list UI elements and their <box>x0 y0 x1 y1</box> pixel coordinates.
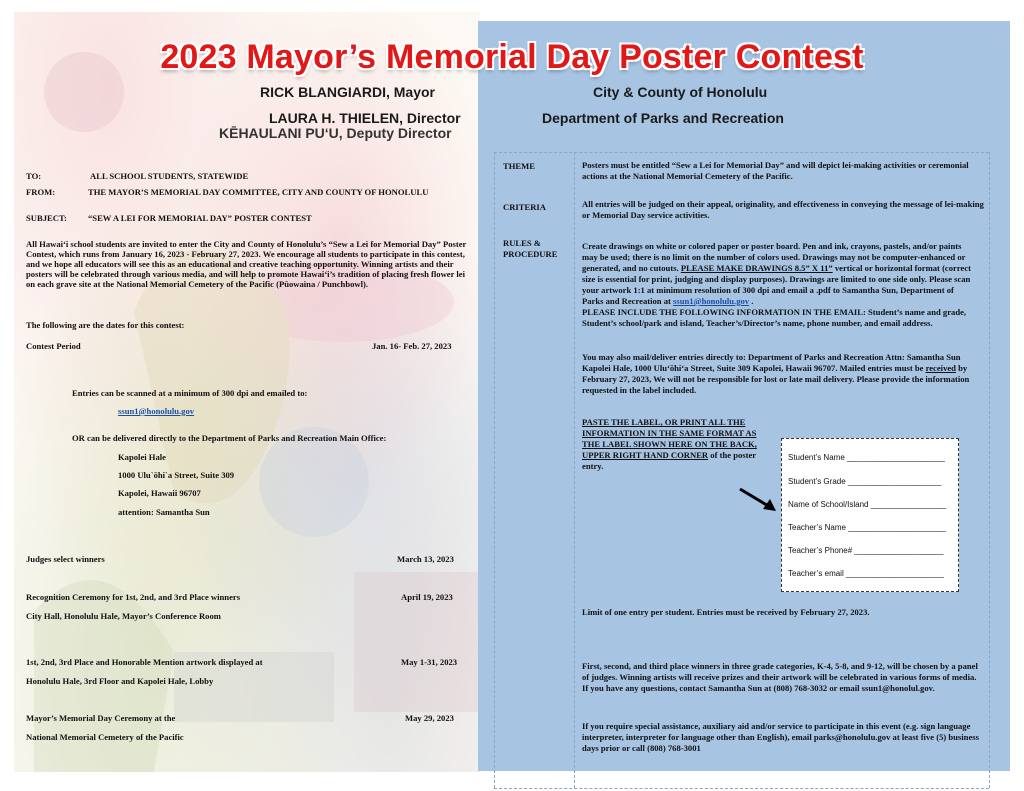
display-label: 1st, 2nd, 3rd Place and Honorable Mention artwork displayed at <box>26 657 263 667</box>
limit-text: Limit of one entry per student. Entries must be received by February 27, 2023. <box>582 607 870 617</box>
address-line: Kapolei, Hawaii 96707 <box>118 488 201 498</box>
arrow-icon <box>737 486 779 514</box>
from-value: THE MAYOR’S MEMORIAL DAY COMMITTEE, CITY AND COUNTY OF HONOLULU <box>88 187 429 197</box>
city-name: City & County of Honolulu <box>593 84 768 100</box>
mail-paragraph <box>582 352 980 396</box>
address-line: attention: Samantha Sun <box>118 507 210 517</box>
rules-paragraph <box>582 241 974 329</box>
rules-label-line: RULES & <box>503 238 541 248</box>
rules-panel <box>478 21 1010 771</box>
display-date: May 1-31, 2023 <box>401 657 458 667</box>
mail-text: You may also mail/deliver entries directly to: Department of Parks and Recreation Attn: Samantha Sun Kapolei Hale, 1000 Ulu‘ōhi‘a Street, Suite 309 Kapolei, Hawaii 96707. Mailed entries must be <box>582 352 961 373</box>
to-label: TO: <box>26 171 42 181</box>
department-name: Department of Parks and Recreation <box>542 110 784 126</box>
form-field-student-name: Student’s Name ______________________ <box>788 453 945 462</box>
address-line: Kapolei Hale <box>118 452 166 462</box>
paste-instruction-tail: of the poster entry. <box>582 450 756 471</box>
form-field-school: Name of School/Island _________________ <box>788 500 947 509</box>
mail-text: by February 27, 2023, We will not be responsible for lost or late mail delivery. Please provide the information requested in the label included. <box>582 363 970 395</box>
rules-size-requirement: PLEASE MAKE DRAWINGS 8.5” X 11” <box>680 263 833 273</box>
entry-label-form <box>781 438 959 592</box>
rules-label-line: PROCEDURE <box>503 249 558 259</box>
ceremony-date: April 19, 2023 <box>401 592 453 602</box>
memorial-date: May 29, 2023 <box>405 713 454 723</box>
theme-label: THEME <box>503 161 535 171</box>
theme-text: Posters must be entitled “Sew a Lei for Memorial Day” and will depict lei-making activities or ceremonial actions at the National Memorial Cemetery of the Pacific. <box>582 160 969 181</box>
paste-instruction-underlined: PASTE THE LABEL, OR PRINT ALL THE INFORMATION IN THE SAME FORMAT AS THE LABEL SHOWN HERE ON THE BACK, UPPER RIGHT HAND CORNER <box>582 417 757 460</box>
to-value: ALL SCHOOL STUDENTS, STATEWIDE <box>90 171 249 181</box>
intro-paragraph: All Hawai‘i school students are invited to enter the City and County of Honolulu’s “Sew a Lei for Memorial Day” Poster Contest, which runs from January 16, 2023 - February 27, 2023. We encourage all students to participate in this contest, and we hope all educators will see this as an educational and creative teaching opportunity. Winning artists and their posters will be celebrated through various media, and will help to promote Hawai‘i’s tradition of placing fresh flower lei on each grave site at the National Memorial Cemetery of the Pacific (Pūowaina / Punchbowl). <box>26 239 467 289</box>
from-label: FROM: <box>26 187 56 197</box>
contest-period-label: Contest Period <box>26 341 81 351</box>
judges-date: March 13, 2023 <box>397 554 454 564</box>
assistance-text: If you require special assistance, auxiliary aid and/or service to participate in this event (e.g. sign language interpreter, interpreter for language other than English), email parks@honolulu.gov at least five (5) business days prior or call (808) 768-3001 <box>582 721 979 753</box>
dates-intro: The following are the dates for this contest: <box>26 320 185 330</box>
subject-value: “SEW A LEI FOR MEMORIAL DAY” POSTER CONTEST <box>88 213 312 223</box>
form-field-teacher-email: Teacher’s email ______________________ <box>788 569 944 578</box>
subject-label: SUBJECT: <box>26 213 67 223</box>
form-field-teacher-name: Teacher’s Name ______________________ <box>788 523 947 532</box>
rules-text: Create drawings on white or colored paper or poster board. Pen and ink, crayons, pastels, and/or paints may be used; there is no limit on the number of colors used. Drawings may not be computer-enhanced or generated, and no cutouts. <box>582 241 966 273</box>
table-divider <box>494 152 989 153</box>
display-place: Honolulu Hale, 3rd Floor and Kapolei Hale, Lobby <box>26 676 214 686</box>
rules-text: . <box>749 296 754 306</box>
form-field-teacher-phone: Teacher’s Phone# ____________________ <box>788 546 944 555</box>
ceremony-place: City Hall, Honolulu Hale, Mayor’s Conference Room <box>26 611 221 621</box>
contest-email-link[interactable]: ssun1@honolulu.gov <box>118 406 195 416</box>
table-divider <box>494 788 989 789</box>
memorial-place: National Memorial Cemetery of the Pacific <box>26 732 184 742</box>
mail-received: received <box>925 363 956 373</box>
memorial-label: Mayor’s Memorial Day Ceremony at the <box>26 713 176 723</box>
paste-instruction <box>582 417 762 472</box>
mayor-name: RICK BLANGIARDI, Mayor <box>260 84 436 100</box>
criteria-text: All entries will be judged on their appeal, originality, and effectiveness in conveying the message of lei-making or Memorial Day service activities. <box>582 199 984 220</box>
ceremony-label: Recognition Ceremony for 1st, 2nd, and 3rd Place winners <box>26 592 241 602</box>
form-field-student-grade: Student’s Grade _____________________ <box>788 477 942 486</box>
rules-info-required: PLEASE INCLUDE THE FOLLOWING INFORMATION IN THE EMAIL: Student’s name and grade, Student’s school/park and island, Teacher’s/Director’s name, phone number, and email address. <box>582 307 967 328</box>
page-title: 2023 Mayor’s Memorial Day Poster Contest <box>160 38 864 76</box>
judges-label: Judges select winners <box>26 554 105 564</box>
director-name: LAURA H. THIELEN, Director <box>269 110 461 126</box>
rules-text: vertical or horizontal format (correct size is essential for print, judging and display purposes). Drawings are limited to one side only. Please scan your artwork 1:1 at minimum resolution of 300 dpi and email a .pdf to Samantha Sun, Department of Parks and Recreation at <box>582 263 972 306</box>
deputy-director-name: KĒHAULANI PU‘U, Deputy Director <box>219 125 452 141</box>
table-divider <box>494 152 495 788</box>
delivery-text: OR can be delivered directly to the Department of Parks and Recreation Main Office: <box>72 433 387 443</box>
table-divider <box>574 152 575 788</box>
table-divider <box>989 152 990 788</box>
winners-text: First, second, and third place winners in three grade categories, K-4, 5-8, and 9-12, will be chosen by a panel of judges. Winning artists will receive prizes and their artwork will be celebrated in various forms of media. If you have any questions, contact Samantha Sun at (808) 768-3032 or email ssun1@honolul.gov. <box>582 661 978 693</box>
rules-email-link[interactable]: ssun1@honolulu.gov <box>673 296 750 306</box>
address-line: 1000 Ulu`ōhi`a Street, Suite 309 <box>118 470 235 480</box>
rules-label <box>503 238 557 260</box>
criteria-label: CRITERIA <box>503 202 546 212</box>
entries-scan-text: Entries can be scanned at a minimum of 300 dpi and emailed to: <box>72 388 308 398</box>
contest-period-value: Jan. 16- Feb. 27, 2023 <box>372 341 452 351</box>
